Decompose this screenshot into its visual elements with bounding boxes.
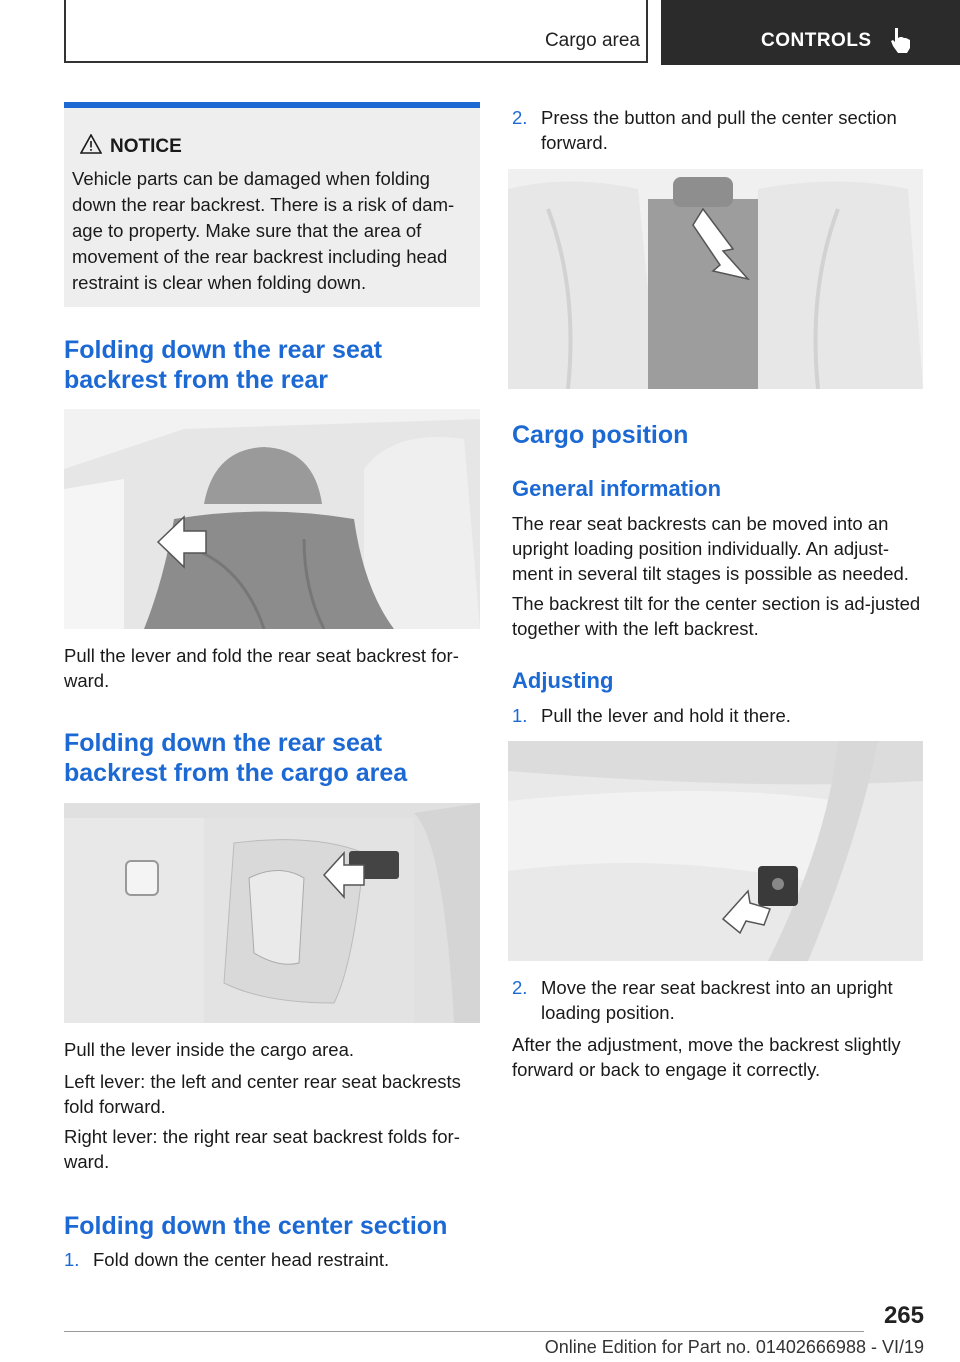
caption-fold-from-rear: Pull the lever and fold the rear seat backrest for-ward. [64,645,459,691]
step-adjust-2 [512,975,923,1027]
page-number: 265 [883,1302,924,1329]
caption-fold-from-cargo: Pull the lever inside the cargo area. [64,1039,355,1060]
header-section-title: Cargo area [544,30,640,51]
warning-triangle-icon [80,134,102,154]
step-number: 2. [512,107,528,128]
step-adjust-1 [512,703,923,729]
subheading-general-information: General information [512,476,722,501]
footer-edition: Online Edition for Part no. 01402666988 - VI/19 [544,1337,924,1357]
step-center-2 [512,105,923,157]
pointing-hand-icon [889,26,913,54]
step-number: 1. [64,1249,80,1270]
header-chapter-title: CONTROLS [761,30,872,51]
para-general-2: The backrest tilt for the center section is ad-justed together with the left backrest. [512,593,921,639]
figure-fold-from-cargo [64,803,480,1023]
step-number: 1. [512,705,528,726]
para-general-1: The rear seat backrests can be moved into an upright loading position individually. An adjust-ment in several tilt stages is possible as needed. [512,513,909,584]
heading-fold-from-rear: Folding down the rear seat backrest from the rear [64,336,383,394]
heading-center-section: Folding down the center section [64,1212,448,1240]
para-right-lever: Right lever: the right rear seat backrest folds for-ward. [64,1126,460,1172]
figure-adjusting-lever [508,741,923,961]
para-left-lever: Left lever: the left and center rear seat backrests fold forward. [64,1071,461,1117]
heading-cargo-position: Cargo position [512,421,689,449]
figure-center-section [508,169,923,389]
notice-box [64,102,480,307]
footer-divider [64,1331,864,1332]
step-text: Move the rear seat backrest into an upright loading position. [541,977,893,1023]
step-text: Press the button and pull the center section forward. [541,107,897,153]
step-text: Pull the lever and hold it there. [541,705,791,726]
header-chapter-tab [661,0,960,65]
step-number: 2. [512,977,528,998]
figure-fold-from-rear [64,409,480,629]
heading-fold-from-cargo: Folding down the rear seat backrest from the cargo area [64,729,408,787]
subheading-adjusting: Adjusting [512,668,614,693]
notice-text: Vehicle parts can be damaged when folding down the rear backrest. There is a risk of dam-age to property. Make sure that the area of movement of the rear backrest including head restraint is clear when folding down. [72,168,455,293]
para-after-adjustment: After the adjustment, move the backrest slightly forward or back to engage it correctly. [512,1034,901,1080]
step-center-1 [64,1247,480,1273]
notice-title: NOTICE [110,136,182,157]
step-text: Fold down the center head restraint. [93,1249,390,1270]
page-header [64,0,960,65]
